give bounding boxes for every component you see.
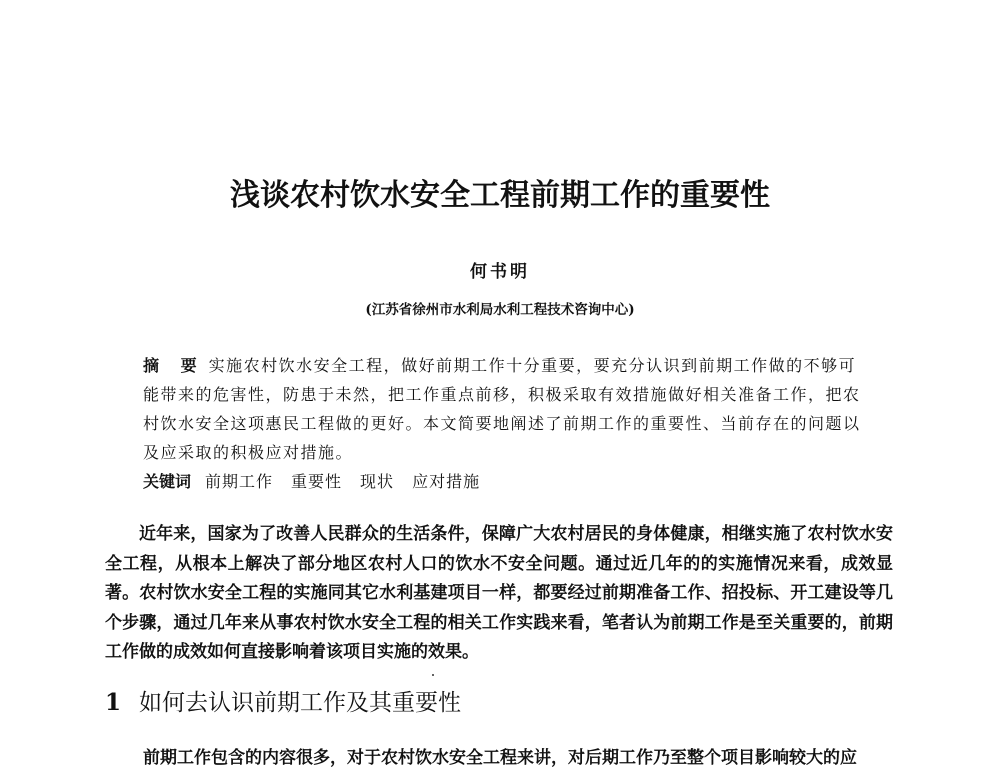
keywords-label: 关键词: [143, 472, 192, 491]
paper-title: 浅谈农村饮水安全工程前期工作的重要性: [230, 178, 770, 213]
keyword: 前期工作: [205, 472, 274, 491]
stray-mark: [432, 674, 434, 676]
abstract-label: 摘 要: [143, 356, 205, 375]
keyword: 重要性: [291, 472, 343, 491]
abstract-text: 实施农村饮水安全工程，做好前期工作十分重要，要充分认识到前期工作做的不够可能带来的危害性，防患于未然，把工作重点前移，积极采取有效措施做好相关准备工作，把农村饮水安全这项惠民工程做的更好。本文简要地阐述了前期工作的重要性、当前存在的问题以及应采取的积极应对措施。: [143, 356, 861, 462]
author-affiliation: (江苏省徐州市水利局水利工程技术咨询中心): [365, 302, 635, 318]
keyword: 现状: [360, 472, 395, 491]
abstract-block: [143, 351, 863, 467]
section-number: 1: [105, 689, 122, 716]
section-title: 如何去认识前期工作及其重要性: [139, 690, 462, 716]
keywords-block: [143, 467, 863, 496]
author-name: 何书明: [470, 262, 530, 282]
section-heading: [105, 684, 461, 717]
section-first-line: 前期工作包含的内容很多，对于农村饮水安全工程来讲，对后期工作乃至整个项目影响较大的应: [143, 748, 857, 768]
keyword: 应对措施: [412, 472, 481, 491]
intro-paragraph: 近年来，国家为了改善人民群众的生活条件，保障广大农村居民的身体健康，相继实施了农村饮水安全工程，从根本上解决了部分地区农村人口的饮水不安全问题。通过近几年的的实施情况来看，成效显著。农村饮水安全工程的实施同其它水利基建项目一样，都要经过前期准备工作、招投标、开工建设等几个步骤，通过几年来从事农村饮水安全工程的相关工作实践来看，笔者认为前期工作是至关重要的，前期工作做的成效如何直接影响着该项目实施的效果。: [105, 524, 893, 662]
